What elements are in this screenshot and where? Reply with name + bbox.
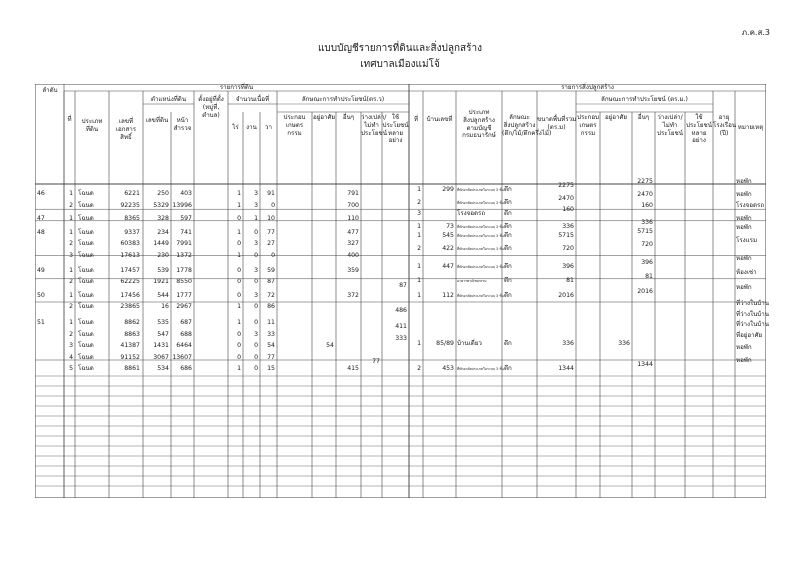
land-number: 535	[157, 319, 169, 326]
header-b-usage: ลักษณะการทำประโยชน์ (ตร.ม.)	[601, 96, 688, 103]
building-kind: ตึก	[504, 232, 512, 239]
doc-number: 41387	[120, 342, 140, 350]
building-type: ที่พักอาศัยประเภทในระบบ 3 ชั้น	[457, 367, 504, 371]
header-vacant: ว่างเปล่า/ ไม่ทำ ประโยชน์	[361, 114, 387, 137]
land-number: 544	[157, 291, 169, 299]
building-area: 1344	[558, 365, 574, 372]
land-type: โฉนด	[78, 190, 94, 197]
area-rai: 0	[237, 342, 241, 350]
land-number: 534	[157, 365, 169, 373]
header-age: อายุ โรงเรือน (ปี)	[713, 114, 737, 137]
usage-other: 415	[347, 365, 359, 373]
usage-other: 372	[347, 291, 359, 299]
remark: หอพัก	[736, 357, 752, 364]
header-usage: ลักษณะการทำประโยชน์(ตร.ว)	[301, 96, 385, 103]
land-type: โฉนด	[78, 342, 94, 350]
land-type: โฉนด	[78, 365, 94, 373]
area-wa: 15	[267, 365, 275, 373]
house-number: 545	[442, 232, 454, 239]
survey-page: 1777	[176, 291, 192, 299]
land-number: 3067	[153, 353, 169, 361]
header-house-no: บ้านเลขที่	[426, 116, 453, 123]
remark: ที่อยู่อาศัย	[736, 332, 763, 339]
header-b-kind: ลักษณะ สิ่งปลูกสร้าง (ตึก/ไม้/ตึกครึ่งไม้)	[502, 114, 552, 137]
row-no: 2	[69, 240, 73, 248]
building-type: ที่พักอาศัยประเภทในระบบ 3 ชั้น	[457, 188, 504, 192]
doc-number: 8861	[124, 365, 140, 373]
building-kind: ตึก	[504, 340, 512, 347]
header-wa: วา	[265, 124, 272, 131]
area-wa: 33	[267, 330, 275, 338]
land-number: 1921	[153, 278, 169, 286]
area-rai: 0	[237, 291, 241, 299]
building-no: 1	[417, 263, 421, 270]
row-no: 3	[69, 342, 73, 350]
header-b-area: ขนาดพื้นที่รวม (ตร.ม)	[537, 116, 577, 131]
house-number: 453	[442, 365, 454, 372]
building-no: 1	[417, 223, 421, 230]
survey-page: 688	[180, 330, 192, 338]
remark: หอพัก	[736, 191, 752, 198]
building-kind: ตึก	[504, 277, 512, 284]
header-ngan: งาน	[246, 124, 257, 131]
remark: หอพัก	[736, 224, 752, 231]
area-rai: 1	[237, 365, 241, 373]
building-no: 2	[417, 245, 421, 252]
doc-number: 62225	[120, 278, 140, 286]
row-no: 4	[69, 353, 73, 361]
remark: หอพัก	[736, 215, 752, 222]
building-area: 720	[562, 245, 574, 252]
building-no: 1	[417, 340, 421, 347]
order-number: 50	[37, 291, 45, 299]
building-area: 81	[566, 277, 574, 284]
remark: ที่ว่างในบ้าน	[736, 321, 769, 328]
order-number: 51	[37, 319, 45, 326]
building-other: 1344	[637, 361, 653, 368]
doc-number: 9337	[124, 228, 140, 236]
usage-mixed: 411	[395, 323, 407, 330]
row-no: 1	[69, 266, 73, 274]
usage-residence: 54	[326, 342, 334, 350]
area-ngan: 3	[254, 201, 258, 209]
page-title: แบบบัญชีรายการที่ดินและสิ่งปลูกสร้าง	[317, 43, 483, 54]
land-type: โฉนด	[78, 353, 94, 361]
area-rai: 1	[237, 190, 241, 197]
usage-other: 400	[347, 252, 359, 259]
survey-page: 403	[180, 190, 192, 197]
building-other: 5715	[637, 228, 653, 235]
land-type: โฉนด	[78, 291, 94, 299]
area-wa: 10	[267, 215, 275, 223]
remark: ห้องเช่า	[736, 269, 757, 276]
area-ngan: 3	[254, 330, 258, 338]
land-number: 1449	[153, 240, 169, 248]
remark: หอพัก	[736, 284, 752, 291]
building-area: 396	[562, 263, 574, 270]
building-kind: ตึก	[504, 365, 512, 372]
building-other: 81	[645, 273, 653, 280]
area-rai: 1	[237, 201, 241, 209]
usage-mixed: 333	[395, 334, 407, 342]
header-order: ลำดับ	[42, 87, 58, 94]
header-survey-page: หน้า สำรวจ	[173, 117, 192, 132]
land-number: 5329	[153, 201, 169, 209]
area-rai: 1	[237, 303, 241, 311]
doc-number: 91152	[120, 353, 140, 361]
building-no: 1	[417, 277, 421, 284]
area-ngan: 3	[254, 291, 258, 299]
area-rai: 1	[237, 319, 241, 326]
building-kind: ตึก	[504, 199, 512, 206]
land-type: โฉนด	[78, 330, 94, 338]
page-subtitle: เทศบาลเมืองแม่โจ้	[360, 59, 440, 70]
row-no: 1	[69, 190, 73, 197]
building-kind: ตึก	[504, 263, 512, 270]
building-kind: ตึก	[504, 223, 512, 230]
survey-page: 686	[180, 365, 192, 373]
header-residence: อยู่อาศัย	[312, 114, 336, 121]
row-no: 1	[69, 319, 73, 326]
usage-other: 359	[347, 266, 359, 274]
header-b-mixed: ใช้ ประโยชน์ หลาย อย่าง	[686, 114, 712, 145]
area-rai: 0	[237, 215, 241, 223]
area-rai: 1	[237, 228, 241, 236]
header-b-type: ประเภท สิ่งปลูกสร้าง ตามบัญชี กรมธนารักษ์	[462, 109, 496, 140]
header-land-type: ประเภท ที่ดิน	[81, 118, 103, 133]
row-no: 3	[69, 252, 73, 259]
building-type: บ้านเดี่ยว	[457, 340, 482, 347]
area-rai: 0	[237, 266, 241, 274]
doc-number: 17457	[120, 266, 140, 274]
area-rai: 0	[237, 330, 241, 338]
house-number: 85/89	[436, 340, 454, 347]
survey-page: 1778	[176, 266, 192, 274]
survey-page: 597	[180, 215, 192, 223]
doc-number: 8863	[124, 330, 140, 338]
row-no: 5	[69, 365, 73, 373]
land-number: 230	[157, 252, 169, 259]
area-wa: 86	[267, 303, 275, 311]
land-type: โฉนด	[78, 228, 94, 236]
area-ngan: 0	[254, 319, 258, 326]
area-wa: 77	[267, 228, 275, 236]
header-b-res: อยู่อาศัย	[604, 114, 628, 121]
usage-mixed: 87	[399, 282, 407, 290]
building-type: ที่พักอาศัยประเภทในระบบ 3 ชั้น	[457, 234, 504, 238]
page-code: ภ.ค.ส.3	[741, 28, 770, 37]
land-type: โฉนด	[78, 319, 94, 326]
house-number: 422	[442, 245, 454, 252]
house-number: 299	[442, 186, 454, 193]
building-kind: ตึก	[504, 186, 512, 193]
header-mixed: ใช้ ประโยชน์ หลาย อย่าง	[382, 114, 409, 145]
row-no: 1	[69, 215, 73, 223]
doc-number: 8365	[124, 215, 140, 223]
house-number: 73	[446, 223, 454, 230]
survey-page: 8550	[176, 278, 192, 286]
row-no: 2	[69, 201, 73, 209]
row-no: 2	[69, 278, 73, 286]
header-area: จำนวนเนื้อที่	[235, 96, 270, 103]
area-wa: 11	[267, 319, 275, 326]
remark: โรงแรม	[736, 237, 758, 244]
house-number: 112	[442, 292, 454, 299]
remark: ที่ว่างในบ้าน	[736, 311, 769, 318]
order-number: 47	[37, 215, 45, 223]
building-type: อาคารพาณิชยกรรม	[457, 279, 487, 283]
doc-number: 17456	[120, 291, 140, 299]
land-number: 539	[157, 266, 169, 274]
doc-number: 6221	[124, 190, 140, 197]
header-b-other: อื่นๆ	[637, 114, 650, 121]
row-no: 2	[69, 303, 73, 311]
usage-other: 791	[347, 190, 359, 197]
header-other: อื่นๆ	[342, 114, 355, 121]
land-number: 1431	[153, 342, 169, 350]
area-ngan: 3	[254, 266, 258, 274]
doc-number: 23865	[120, 303, 140, 311]
header-no: ที่	[67, 116, 72, 123]
area-wa: 72	[267, 291, 275, 299]
remark: หอพัก	[736, 255, 752, 262]
area-rai: 1	[237, 252, 241, 259]
remark: ที่ว่างในบ้าน	[736, 300, 769, 307]
doc-number: 92235	[120, 201, 140, 209]
building-area: 2016	[558, 292, 574, 299]
building-no: 3	[417, 210, 421, 217]
building-other: 2275	[637, 178, 653, 185]
remark: หอพัก	[736, 344, 752, 351]
area-wa: 54	[267, 342, 275, 350]
building-area: 2470	[558, 195, 574, 202]
order-number: 49	[37, 266, 45, 274]
area-ngan: 3	[254, 240, 258, 248]
survey-page: 687	[180, 319, 192, 326]
area-ngan: 0	[254, 342, 258, 350]
area-wa: 0	[271, 201, 275, 209]
land-number: 328	[157, 215, 169, 223]
land-type: โฉนด	[78, 278, 94, 286]
building-type: ที่พักอาศัยประเภทในระบบ 3 ชั้น	[457, 294, 504, 298]
area-wa: 27	[267, 240, 275, 248]
header-land-no: เลขที่ดิน	[145, 117, 169, 124]
header-b-no: ที่	[413, 116, 419, 123]
land-number: 250	[157, 190, 169, 197]
building-kind: ตึก	[504, 210, 512, 217]
building-type: ที่พักอาศัยประเภทในระบบ 3 ชั้น	[457, 225, 504, 229]
land-number: 16	[161, 303, 169, 311]
header-b-agri: ประกอบ เกษตร กรรม	[577, 114, 599, 137]
area-wa: 59	[267, 266, 275, 274]
area-rai: 0	[237, 353, 241, 361]
survey-page: 13607	[172, 353, 192, 361]
area-ngan: 0	[254, 228, 258, 236]
building-other: 2470	[637, 191, 653, 198]
area-ngan: 0	[254, 252, 258, 259]
header-doc-no: เลขที่ เอกสาร สิทธิ์	[115, 118, 137, 141]
survey-page: 1372	[176, 252, 192, 259]
header-b-vacant: ว่างเปล่า/ ไม่ทำ ประโยชน์	[657, 114, 683, 137]
building-other: 160	[641, 202, 653, 209]
header-land-position: ตำแหน่งที่ดิน	[150, 96, 187, 103]
area-ngan: 0	[254, 303, 258, 311]
building-kind: ตึก	[504, 292, 512, 299]
building-no: 1	[417, 186, 421, 193]
building-other: 336	[641, 219, 653, 226]
area-wa: 0	[271, 252, 275, 259]
doc-number: 8862	[124, 319, 140, 326]
area-ngan: 3	[254, 190, 258, 197]
survey-page: 6464	[176, 342, 192, 350]
building-other: 2016	[637, 288, 653, 295]
remark: โรงจอดรถ	[736, 202, 765, 209]
area-ngan: 0	[254, 353, 258, 361]
area-ngan: 1	[254, 215, 258, 223]
building-no: 1	[417, 292, 421, 299]
survey-page: 13996	[172, 201, 192, 209]
land-type: โฉนด	[78, 303, 94, 311]
building-other: 720	[641, 241, 653, 248]
survey-page: 2967	[176, 303, 192, 311]
area-rai: 0	[237, 240, 241, 248]
order-number: 48	[37, 228, 45, 236]
header-building-group: รายการสิ่งปลูกสร้าง	[561, 84, 614, 91]
usage-vacant: 77	[372, 357, 380, 365]
building-residence: 336	[618, 340, 630, 347]
header-land-group: รายการที่ดิน	[219, 84, 254, 91]
area-wa: 91	[267, 190, 275, 197]
order-number: 46	[37, 190, 45, 197]
land-type: โฉนด	[78, 240, 94, 248]
land-number: 547	[157, 330, 169, 338]
building-type: ที่พักอาศัยประเภทในระบบ 3 ชั้น	[457, 247, 504, 251]
building-no: 2	[417, 199, 421, 206]
building-no: 1	[417, 232, 421, 239]
building-area: 2275	[558, 182, 574, 189]
row-no: 2	[69, 330, 73, 338]
usage-other: 110	[347, 215, 359, 223]
row-no: 1	[69, 228, 73, 236]
building-area: 336	[562, 340, 574, 347]
land-type: โฉนด	[78, 215, 94, 223]
building-area: 160	[562, 206, 574, 213]
building-type: ที่พักอาศัยประเภทในระบบ 3 ชั้น	[457, 201, 504, 205]
header-rai: ไร่	[232, 124, 239, 131]
remark: หอพัก	[736, 178, 752, 185]
building-type: โรงจอดรถ	[457, 210, 486, 217]
building-area: 336	[562, 223, 574, 230]
area-rai: 0	[237, 278, 241, 286]
usage-other: 700	[347, 201, 359, 209]
land-type: โฉนด	[78, 201, 94, 209]
survey-page: 7991	[176, 240, 192, 248]
area-ngan: 0	[254, 278, 258, 286]
usage-other: 327	[347, 240, 359, 248]
survey-page: 741	[180, 228, 192, 236]
row-no: 1	[69, 291, 73, 299]
building-kind: ตึก	[504, 245, 512, 252]
header-agri: ประกอบ เกษตร กรรม	[283, 114, 306, 137]
building-other: 396	[641, 259, 653, 266]
land-type: โฉนด	[78, 266, 94, 274]
building-no: 2	[417, 365, 421, 372]
area-wa: 77	[267, 353, 275, 361]
usage-other: 477	[347, 228, 359, 236]
doc-number: 17613	[120, 252, 140, 259]
land-type: โฉนด	[78, 252, 94, 259]
building-area: 5715	[558, 232, 574, 239]
area-ngan: 0	[254, 365, 258, 373]
building-type: ที่พักอาศัยประเภทในระบบ 3 ชั้น	[457, 265, 504, 269]
area-wa: 87	[267, 278, 275, 286]
usage-mixed: 486	[395, 307, 407, 315]
doc-number: 60383	[120, 240, 140, 248]
land-building-table	[35, 84, 769, 498]
header-remark: หมายเหตุ	[737, 124, 764, 131]
land-number: 234	[157, 228, 169, 236]
header-location: ตั้งอยู่ที่ตั้ง (หมู่ที่, ตำบล)	[198, 96, 224, 119]
house-number: 447	[442, 263, 454, 270]
